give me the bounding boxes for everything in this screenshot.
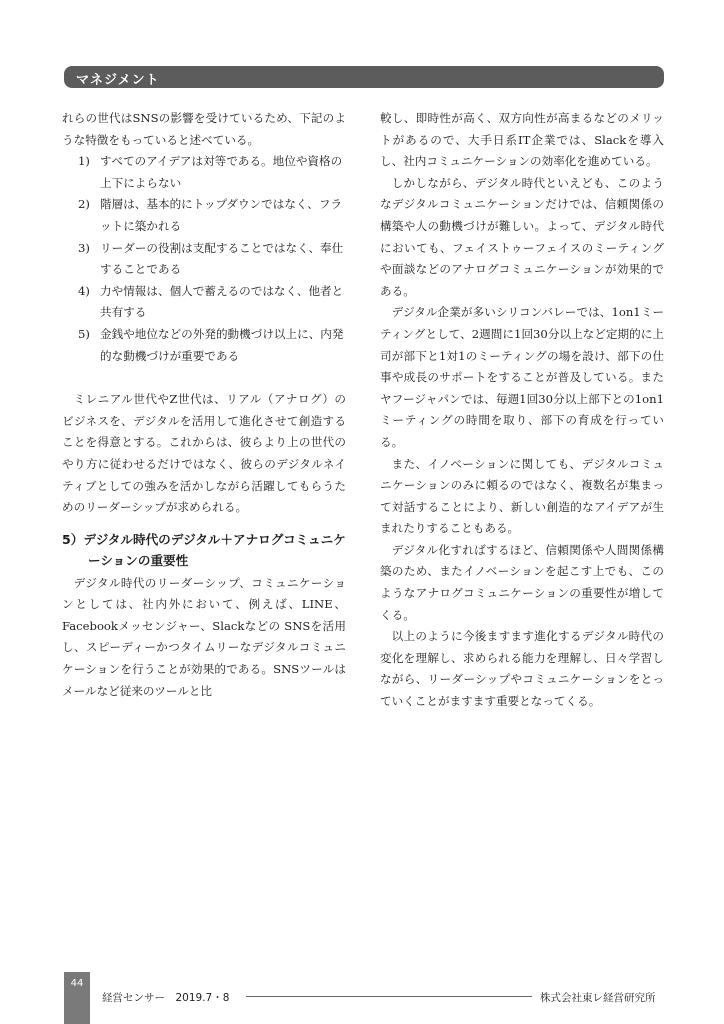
millennial-paragraph: ミレニアル世代やZ世代は、リアル（アナログ）のビジネスを、デジタルを活用して進化させて創造することを得意とする。これからは、彼らより上の世代のやり方に従わせるだけではなく、彼らのデジタルネイティブとしての強みを活かしながら活躍してもらうためのリーダーシップが求められる。	[62, 392, 346, 515]
paragraph-3: デジタル企業が多いシリコンバレーでは、1on1ミーティングとして、2週間に1回30分以上など定期的に上司が部下と1対1のミーティングの場を設け、部下の仕事や成長のサポートをすることが普及している。またヤフージャパンでは、毎週1回30分以上部下との1on1ミーティングの時間を取り、部下の育成を行っている。	[380, 305, 664, 449]
spacer	[62, 367, 346, 389]
page-number-tab	[64, 972, 90, 1024]
list-item-number: 3)	[78, 240, 90, 255]
list-item	[62, 194, 346, 237]
paragraph-6: 以上のように今後ますます進化するデジタル時代の変化を理解し、求められる能力を理解し、日々学習しながら、リーダーシップやコミュニケーションをとっていくことがますます重要となってくる。	[380, 629, 664, 709]
feature-list	[62, 151, 346, 367]
list-item	[62, 151, 346, 194]
list-item-number: 4)	[78, 283, 90, 298]
paragraph-4: また、イノベーションに関しても、デジタルコミュニケーションのみに頼るのではなく、複数名が集まって対話することにより、新しい創造的なアイデアが生まれたりすることもある。	[380, 456, 664, 536]
paragraph-1: 較し、即時性が高く、双方向性が高まるなどのメリットがあるので、大手日系IT企業では、Slackを導入し、社内コミュニケーションの効率化を進めている。	[380, 111, 664, 169]
section-header-bar	[64, 66, 664, 88]
list-item-number: 5)	[78, 326, 90, 341]
list-item-text: リーダーの役割は支配することではなく、奉仕することである	[100, 240, 344, 277]
list-item-number: 1)	[78, 154, 90, 169]
right-column	[380, 108, 664, 713]
paragraph-2: しかしながら、デジタル時代といえども、このようなデジタルコミュニケーションだけでは、信頼関係の構築や人の動機づけが難しい。よって、デジタル時代においても、フェイストゥーフェイスのミーティングや面談などのアナログコミュニケーションが効果的である。	[380, 175, 664, 298]
list-item	[62, 238, 346, 281]
list-item	[62, 281, 346, 324]
list-item-number: 2)	[78, 197, 90, 212]
page-number: 44	[70, 978, 84, 989]
list-item-text: 金銭や地位などの外発的動機づけ以上に、内発的な動機づけが重要である	[100, 326, 344, 363]
list-item-text: 階層は、基本的にトップダウンではなく、フラットに築かれる	[100, 197, 343, 233]
publisher-name: 株式会社東レ経営研究所	[540, 992, 656, 1004]
list-item-text: 力や情報は、個人で蓄えるのではなく、他者と共有する	[100, 283, 344, 320]
journal-name: 経営センサー 2019.7・8	[102, 992, 230, 1004]
intro-paragraph: れらの世代はSNSの影響を受けているため、下記のような特徴をもっていると述べている。	[62, 111, 346, 147]
section-title: マネジメント	[76, 73, 160, 88]
list-item-text: すべてのアイデアは対等である。地位や資格の上下によらない	[100, 154, 343, 190]
paragraph-5: デジタル化すればするほど、信頼関係や人間関係構築のため、またイノベーションを起こす上でも、このようなアナログコミュニケーションの重要性が増してくる。	[380, 542, 664, 622]
footer-divider	[246, 996, 532, 997]
section-heading: 5）デジタル時代のデジタル＋アナログコミュニケーションの重要性	[62, 531, 346, 568]
left-column	[62, 108, 346, 702]
sns-paragraph: デジタル時代のリーダーシップ、コミュニケーションとしては、社内外において、例えば、LINE、Facebookメッセンジャー、Slackなどの SNSを活用し、スピーディーかつタイムリーなデジタルコミュニケーションを行うことが効果的である。SNSツールはメールなど従来のツールと比	[62, 575, 346, 698]
list-item	[62, 324, 346, 367]
